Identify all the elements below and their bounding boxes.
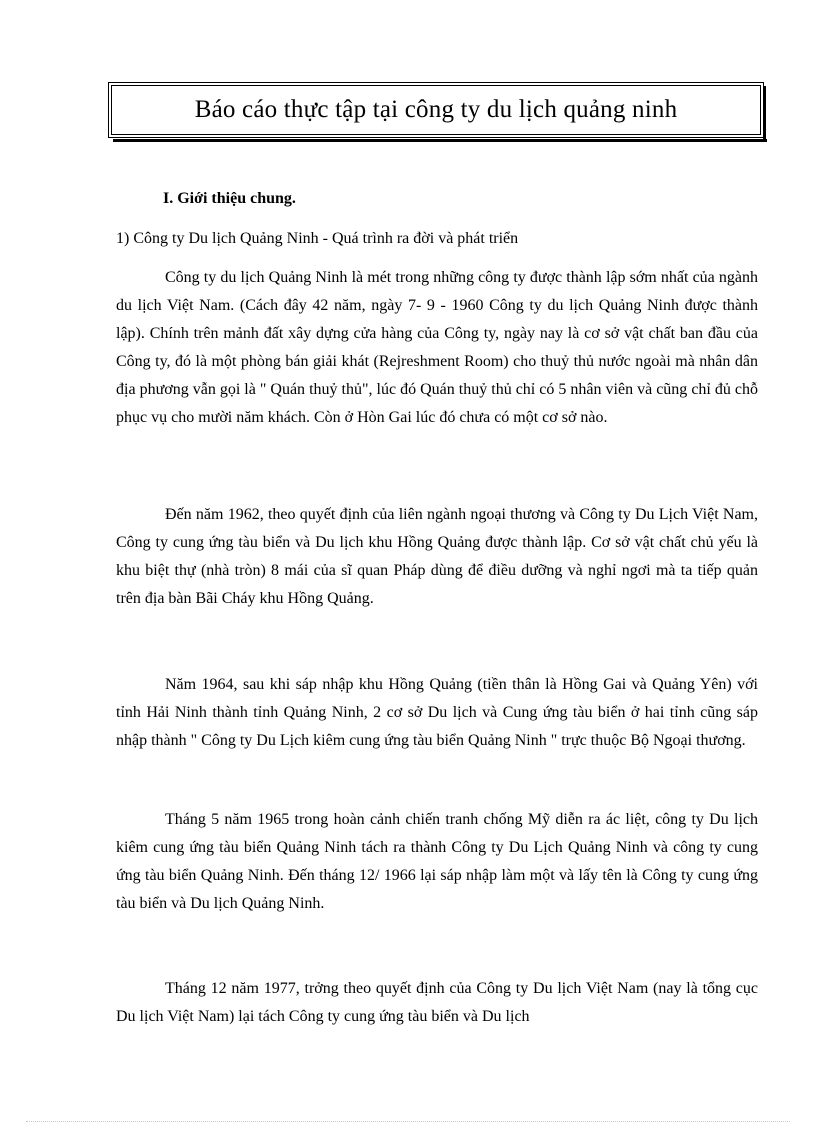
- title-box: [108, 82, 764, 138]
- paragraph-4: Tháng 5 năm 1965 trong hoàn cảnh chiến tranh chống Mỹ diễn ra ác liệt, công ty Du lịch kiêm cung ứng tàu biển Quảng Ninh tách ra thành Công ty Du Lịch Quảng Ninh và công ty cung ứng tàu biển Quảng Ninh. Đến tháng 12/ 1966 lại sáp nhập làm một và lấy tên là Công ty cung ứng tàu biển và Du lịch Quảng Ninh.: [116, 811, 758, 912]
- subsection-heading: 1) Công ty Du lịch Quảng Ninh - Quá trình ra đời và phát triển: [116, 230, 519, 247]
- document-title: Báo cáo thực tập tại công ty du lịch quảng ninh: [194, 96, 678, 123]
- title-box-shadow: [763, 86, 766, 142]
- page-bottom-rule: [26, 1121, 790, 1122]
- section-heading: I. Giới thiệu chung.: [163, 190, 296, 207]
- paragraph-2: Đến năm 1962, theo quyết định của liên ngành ngoại thương và Công ty Du Lịch Việt Nam, Công ty cung ứng tàu biển và Du lịch khu Hồng Quảng được thành lập. Cơ sở vật chất chủ yếu là khu biệt thự (nhà tròn) 8 mái của sĩ quan Pháp dùng để điều dưỡng và nghỉ ngơi mà ta tiếp quản trên địa bàn Bãi Cháy khu Hồng Quảng.: [116, 506, 758, 607]
- paragraph-1: Công ty du lịch Quảng Ninh là mét trong những công ty được thành lập sớm nhất của ngành du lịch Việt Nam. (Cách đây 42 năm, ngày 7- 9 - 1960 Công ty du lịch Quảng Ninh được thành lập). Chính trên mảnh đất xây dựng cửa hàng của Công ty, ngày nay là cơ sở vật chất ban đầu của Công ty, đó là một phòng bán giải khát (Rejreshment Room) cho thuỷ thủ nước ngoài mà nhân dân địa phương vẫn gọi là " Quán thuỷ thủ", lúc đó Quán thuỷ thủ chỉ có 5 nhân viên và cũng chỉ đủ chỗ phục vụ cho mười năm khách. Còn ở Hòn Gai lúc đó chưa có một cơ sở nào.: [116, 269, 758, 426]
- paragraph-3: Năm 1964, sau khi sáp nhập khu Hồng Quảng (tiền thân là Hồng Gai và Quảng Yên) với tỉnh Hải Ninh thành tỉnh Quảng Ninh, 2 cơ sở Du lịch và Cung ứng tàu biển ở hai tỉnh cũng sáp nhập thành " Công ty Du Lịch kiêm cung ứng tàu biển Quảng Ninh " trực thuộc Bộ Ngoại thương.: [116, 676, 758, 749]
- paragraph-5: Tháng 12 năm 1977, trởng theo quyết định của Công ty Du lịch Việt Nam (nay là tổng cục Du lịch Việt Nam) lại tách Công ty cung ứng tàu biển và Du lịch: [116, 980, 758, 1025]
